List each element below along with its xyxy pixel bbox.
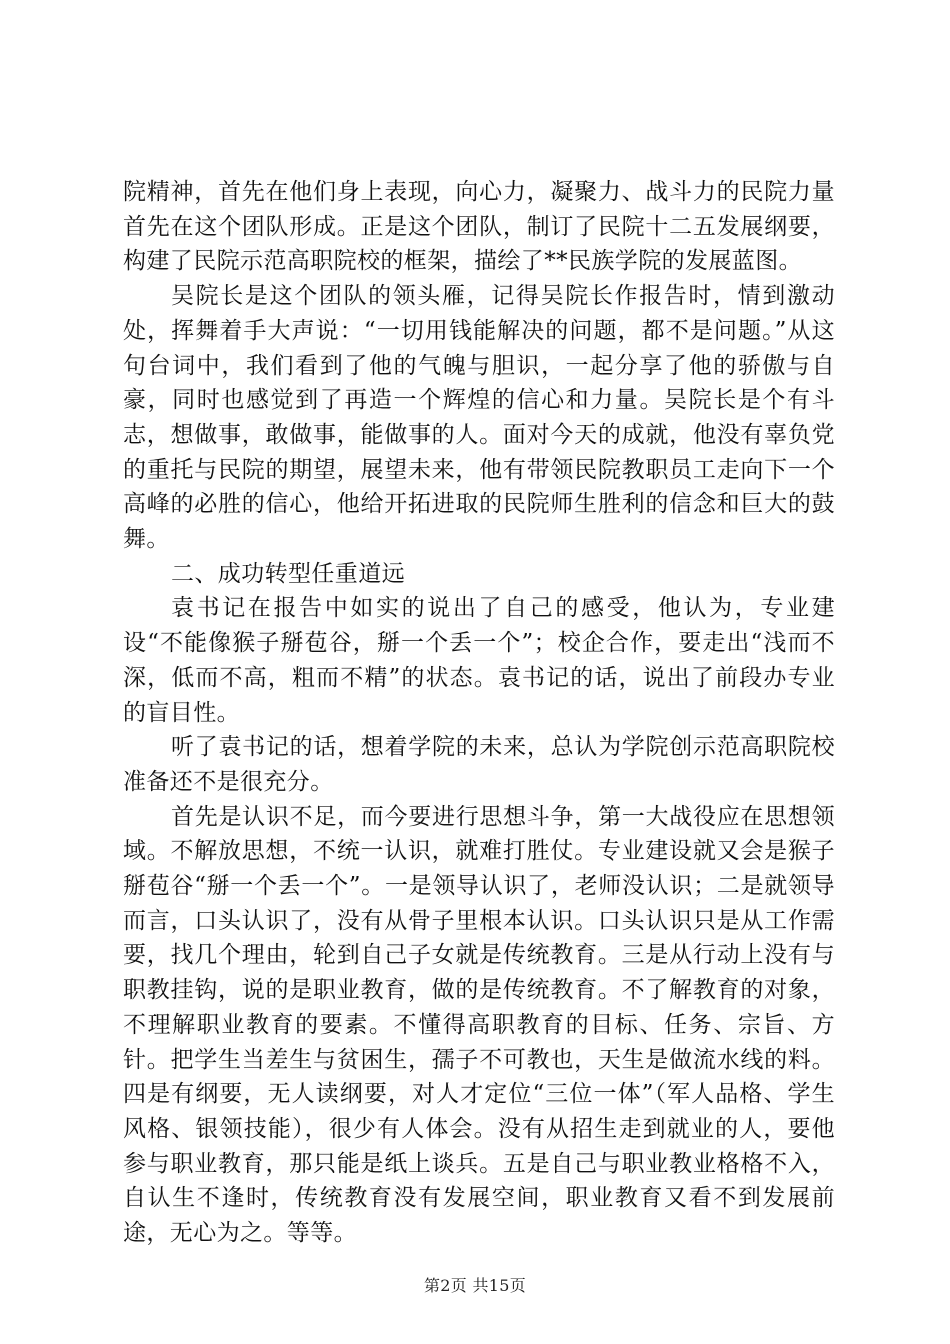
section-heading: 二、成功转型任重道远 xyxy=(171,560,405,587)
paragraph-continuation: 院精神，首先在他们身上表现，向心力，凝聚力、战斗力的民院力量首先在这个团队形成。正是这个团队，制订了民院十二五发展纲要，构建了民院示范高职院校的框架，描绘了**民族学院的发展蓝图。 xyxy=(123,179,835,275)
document-body xyxy=(123,175,835,1251)
paragraph-reflection: 听了袁书记的话，想着学院的未来，总认为学院创示范高职院校准备还不是很充分。 xyxy=(123,734,835,795)
paragraph-secretary-yuan: 袁书记在报告中如实的说出了自己的感受，他认为，专业建设“不能像猴子掰苞谷，掰一个丢一个”；校企合作，要走出“浅而不深，低而不高，粗而不精”的状态。袁书记的话，说出了前段办专业的盲目性。 xyxy=(123,595,835,726)
page-footer: 第2页 共15页 xyxy=(423,1276,527,1295)
paragraph-president-wu: 吴院长是这个团队的领头雁，记得吴院长作报告时，情到激动处，挥舞着手大声说：“一切用钱能解决的问题，都不是问题。”从这句台词中，我们看到了他的气魄与胆识，一起分享了他的骄傲与自豪，同时也感觉到了再造一个辉煌的信心和力量。吴院长是个有斗志，想做事，敢做事，能做事的人。面对今天的成就，他没有辜负党的重托与民院的期望，展望未来，他有带领民院教职员工走向下一个高峰的必胜的信心，他给开拓进取的民院师生胜利的信念和巨大的鼓舞。 xyxy=(123,283,835,553)
paragraph-insufficient-awareness: 首先是认识不足，而今要进行思想斗争，第一大战役应在思想领域。不解放思想，不统一认识，就难打胜仗。专业建设就又会是猴子掰苞谷“掰一个丢一个”。一是领导认识了，老师没认识；二是就领导而言，口头认识了，没有从骨子里根本认识。口头认识只是从工作需要，找几个理由，轮到自己子女就是传统教育。三是从行动上没有与职教挂钩，说的是职业教育，做的是传统教育。不了解教育的对象，不理解职业教育的要素。不懂得高职教育的目标、任务、宗旨、方针。把学生当差生与贫困生，孺子不可教也，天生是做流水线的料。四是有纲要，无人读纲要，对人才定位“三位一体”（军人品格、学生风格、银领技能），很少有人体会。没有从招生走到就业的人，要他参与职业教育，那只能是纸上谈兵。五是自己与职业教业格格不入，自认生不逢时，传统教育没有发展空间，职业教育又看不到发展前途，无心为之。等等。 xyxy=(123,803,835,1247)
